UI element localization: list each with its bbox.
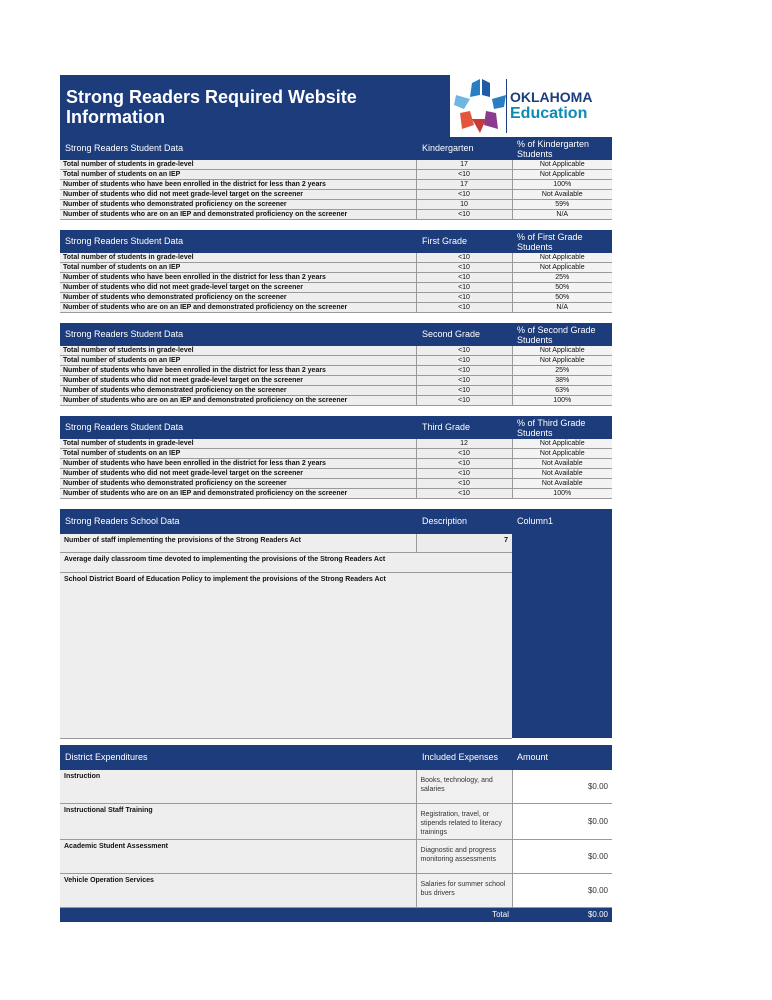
row-percent: Not Applicable bbox=[512, 263, 612, 273]
grade-col-header-2: Third Grade bbox=[416, 416, 512, 439]
school-row-label: Number of staff implementing the provisions of the Strong Readers Act bbox=[60, 534, 416, 552]
row-label: Number of students who have been enrolled in the district for less than 2 years bbox=[60, 459, 416, 469]
row-value: <10 bbox=[416, 449, 512, 459]
expenditures-table bbox=[60, 745, 612, 922]
row-value: 12 bbox=[416, 439, 512, 449]
row-percent: Not Applicable bbox=[512, 449, 612, 459]
row-value: <10 bbox=[416, 346, 512, 356]
row-label: Number of students who did not meet grade-level target on the screener bbox=[60, 190, 416, 200]
table-row bbox=[60, 253, 612, 263]
table-row bbox=[60, 356, 612, 366]
grade-col-header-2: Kindergarten bbox=[416, 137, 512, 160]
expenditure-category: Academic Student Assessment bbox=[60, 840, 416, 874]
row-percent: Not Applicable bbox=[512, 356, 612, 366]
school-row-label: Average daily classroom time devoted to implementing the provisions of the Strong Readers Act bbox=[60, 552, 512, 572]
grade-col-header-3: % of Third Grade Students bbox=[512, 416, 612, 439]
row-value: <10 bbox=[416, 376, 512, 386]
school-col-header-1: Strong Readers School Data bbox=[60, 509, 416, 534]
grade-col-header-2: First Grade bbox=[416, 230, 512, 253]
row-value: 10 bbox=[416, 200, 512, 210]
table-row bbox=[60, 190, 612, 200]
row-percent: Not Applicable bbox=[512, 253, 612, 263]
grade-sections bbox=[60, 137, 612, 499]
school-col-header-2: Description bbox=[416, 509, 512, 534]
expenditure-row bbox=[60, 874, 612, 908]
expenditure-row bbox=[60, 770, 612, 804]
grade-col-header-1: Strong Readers Student Data bbox=[60, 323, 416, 346]
table-row bbox=[60, 459, 612, 469]
expenditure-category: Instructional Staff Training bbox=[60, 804, 416, 840]
row-percent: Not Applicable bbox=[512, 439, 612, 449]
page-title: Strong Readers Required Website Information bbox=[66, 87, 357, 127]
row-label: Total number of students in grade-level bbox=[60, 439, 416, 449]
row-percent: Not Available bbox=[512, 459, 612, 469]
row-value: <10 bbox=[416, 356, 512, 366]
row-label: Number of students who are on an IEP and demonstrated proficiency on the screener bbox=[60, 210, 416, 220]
row-percent: 50% bbox=[512, 293, 612, 303]
table-row bbox=[60, 396, 612, 406]
row-label: Number of students who did not meet grade-level target on the screener bbox=[60, 283, 416, 293]
row-label: Number of students who demonstrated proficiency on the screener bbox=[60, 293, 416, 303]
expenditure-included: Books, technology, and salaries bbox=[416, 770, 512, 804]
row-label: Total number of students on an IEP bbox=[60, 263, 416, 273]
row-label: Total number of students on an IEP bbox=[60, 356, 416, 366]
table-row bbox=[60, 366, 612, 376]
row-value: 17 bbox=[416, 180, 512, 190]
table-row bbox=[60, 469, 612, 479]
row-label: Number of students who are on an IEP and demonstrated proficiency on the screener bbox=[60, 396, 416, 406]
expenditure-category: Vehicle Operation Services bbox=[60, 874, 416, 908]
row-label: Number of students who demonstrated proficiency on the screener bbox=[60, 386, 416, 396]
page-header bbox=[60, 75, 612, 137]
row-percent: Not Applicable bbox=[512, 160, 612, 170]
row-value: <10 bbox=[416, 469, 512, 479]
grade-col-header-1: Strong Readers Student Data bbox=[60, 230, 416, 253]
table-row bbox=[60, 200, 612, 210]
row-percent: Not Available bbox=[512, 469, 612, 479]
expenditure-category: Instruction bbox=[60, 770, 416, 804]
expenditure-included: Diagnostic and progress monitoring assessments bbox=[416, 840, 512, 874]
grade-col-header-3: % of Second Grade Students bbox=[512, 323, 612, 346]
row-percent: 100% bbox=[512, 489, 612, 499]
total-label: Total bbox=[416, 908, 512, 922]
row-percent: 50% bbox=[512, 283, 612, 293]
row-percent: N/A bbox=[512, 303, 612, 313]
row-label: Number of students who did not meet grade-level target on the screener bbox=[60, 376, 416, 386]
expenditure-included: Registration, travel, or stipends related to literacy trainings bbox=[416, 804, 512, 840]
oklahoma-education-logo bbox=[450, 75, 612, 137]
logo-text-oklahoma: OKLAHOMA bbox=[510, 89, 593, 105]
expenditure-amount: $0.00 bbox=[512, 804, 612, 840]
row-label: Number of students who are on an IEP and demonstrated proficiency on the screener bbox=[60, 489, 416, 499]
table-row bbox=[60, 489, 612, 499]
row-percent: 25% bbox=[512, 273, 612, 283]
row-label: Number of students who demonstrated proficiency on the screener bbox=[60, 479, 416, 489]
table-row bbox=[60, 386, 612, 396]
row-value: <10 bbox=[416, 396, 512, 406]
row-value: <10 bbox=[416, 253, 512, 263]
expenditure-row bbox=[60, 840, 612, 874]
row-value: <10 bbox=[416, 459, 512, 469]
total-value: $0.00 bbox=[512, 908, 612, 922]
row-value: <10 bbox=[416, 303, 512, 313]
school-col-header-3: Column1 bbox=[512, 509, 612, 534]
table-row bbox=[60, 449, 612, 459]
row-percent: Not Available bbox=[512, 190, 612, 200]
row-label: Total number of students in grade-level bbox=[60, 160, 416, 170]
row-label: Total number of students in grade-level bbox=[60, 346, 416, 356]
row-value: <10 bbox=[416, 190, 512, 200]
school-row-value: 7 bbox=[416, 534, 512, 552]
row-percent: Not Applicable bbox=[512, 346, 612, 356]
row-label: Number of students who did not meet grade-level target on the screener bbox=[60, 469, 416, 479]
row-value: <10 bbox=[416, 283, 512, 293]
grade-data-table bbox=[60, 230, 612, 313]
logo-text-education: Education bbox=[510, 105, 588, 122]
row-value: 17 bbox=[416, 160, 512, 170]
row-label: Total number of students in grade-level bbox=[60, 253, 416, 263]
table-row bbox=[60, 479, 612, 489]
table-row bbox=[60, 376, 612, 386]
exp-col-header-2: Included Expenses bbox=[416, 745, 512, 770]
column1-filler bbox=[512, 534, 612, 738]
table-row bbox=[60, 180, 612, 190]
row-value: <10 bbox=[416, 263, 512, 273]
row-value: <10 bbox=[416, 489, 512, 499]
row-percent: 63% bbox=[512, 386, 612, 396]
grade-data-table bbox=[60, 323, 612, 406]
row-label: Number of students who have been enrolled in the district for less than 2 years bbox=[60, 366, 416, 376]
table-row bbox=[60, 160, 612, 170]
row-percent: Not Available bbox=[512, 479, 612, 489]
row-label: Number of students who are on an IEP and demonstrated proficiency on the screener bbox=[60, 303, 416, 313]
expenditure-included: Salaries for summer school bus drivers bbox=[416, 874, 512, 908]
row-percent: 38% bbox=[512, 376, 612, 386]
grade-col-header-3: % of Kindergarten Students bbox=[512, 137, 612, 160]
table-row bbox=[60, 303, 612, 313]
row-percent: N/A bbox=[512, 210, 612, 220]
row-label: Total number of students on an IEP bbox=[60, 449, 416, 459]
row-label: Number of students who have been enrolled in the district for less than 2 years bbox=[60, 273, 416, 283]
row-percent: 59% bbox=[512, 200, 612, 210]
row-label: Number of students who demonstrated proficiency on the screener bbox=[60, 200, 416, 210]
expenditure-row bbox=[60, 804, 612, 840]
row-value: <10 bbox=[416, 170, 512, 180]
row-percent: 100% bbox=[512, 180, 612, 190]
grade-col-header-1: Strong Readers Student Data bbox=[60, 137, 416, 160]
row-percent: 25% bbox=[512, 366, 612, 376]
document-page bbox=[60, 75, 612, 922]
exp-col-header-1: District Expenditures bbox=[60, 745, 416, 770]
expenditure-amount: $0.00 bbox=[512, 840, 612, 874]
row-percent: Not Applicable bbox=[512, 170, 612, 180]
row-value: <10 bbox=[416, 210, 512, 220]
row-value: <10 bbox=[416, 386, 512, 396]
grade-col-header-1: Strong Readers Student Data bbox=[60, 416, 416, 439]
table-row bbox=[60, 346, 612, 356]
grade-col-header-3: % of First Grade Students bbox=[512, 230, 612, 253]
school-row-label: School District Board of Education Policy to implement the provisions of the Strong Readers Act bbox=[60, 572, 512, 738]
grade-col-header-2: Second Grade bbox=[416, 323, 512, 346]
row-value: <10 bbox=[416, 366, 512, 376]
school-row bbox=[60, 534, 612, 552]
table-row bbox=[60, 273, 612, 283]
row-value: <10 bbox=[416, 273, 512, 283]
grade-data-table bbox=[60, 137, 612, 220]
school-data-table bbox=[60, 509, 612, 739]
row-label: Number of students who have been enrolled in the district for less than 2 years bbox=[60, 180, 416, 190]
row-percent: 100% bbox=[512, 396, 612, 406]
table-row bbox=[60, 170, 612, 180]
exp-col-header-3: Amount bbox=[512, 745, 612, 770]
row-label: Total number of students on an IEP bbox=[60, 170, 416, 180]
table-row bbox=[60, 210, 612, 220]
table-row bbox=[60, 283, 612, 293]
expenditure-amount: $0.00 bbox=[512, 770, 612, 804]
table-row bbox=[60, 263, 612, 273]
expenditure-amount: $0.00 bbox=[512, 874, 612, 908]
table-row bbox=[60, 293, 612, 303]
total-row bbox=[60, 908, 612, 922]
star-logo-icon bbox=[450, 75, 508, 137]
row-value: <10 bbox=[416, 479, 512, 489]
row-value: <10 bbox=[416, 293, 512, 303]
table-row bbox=[60, 439, 612, 449]
grade-data-table bbox=[60, 416, 612, 499]
